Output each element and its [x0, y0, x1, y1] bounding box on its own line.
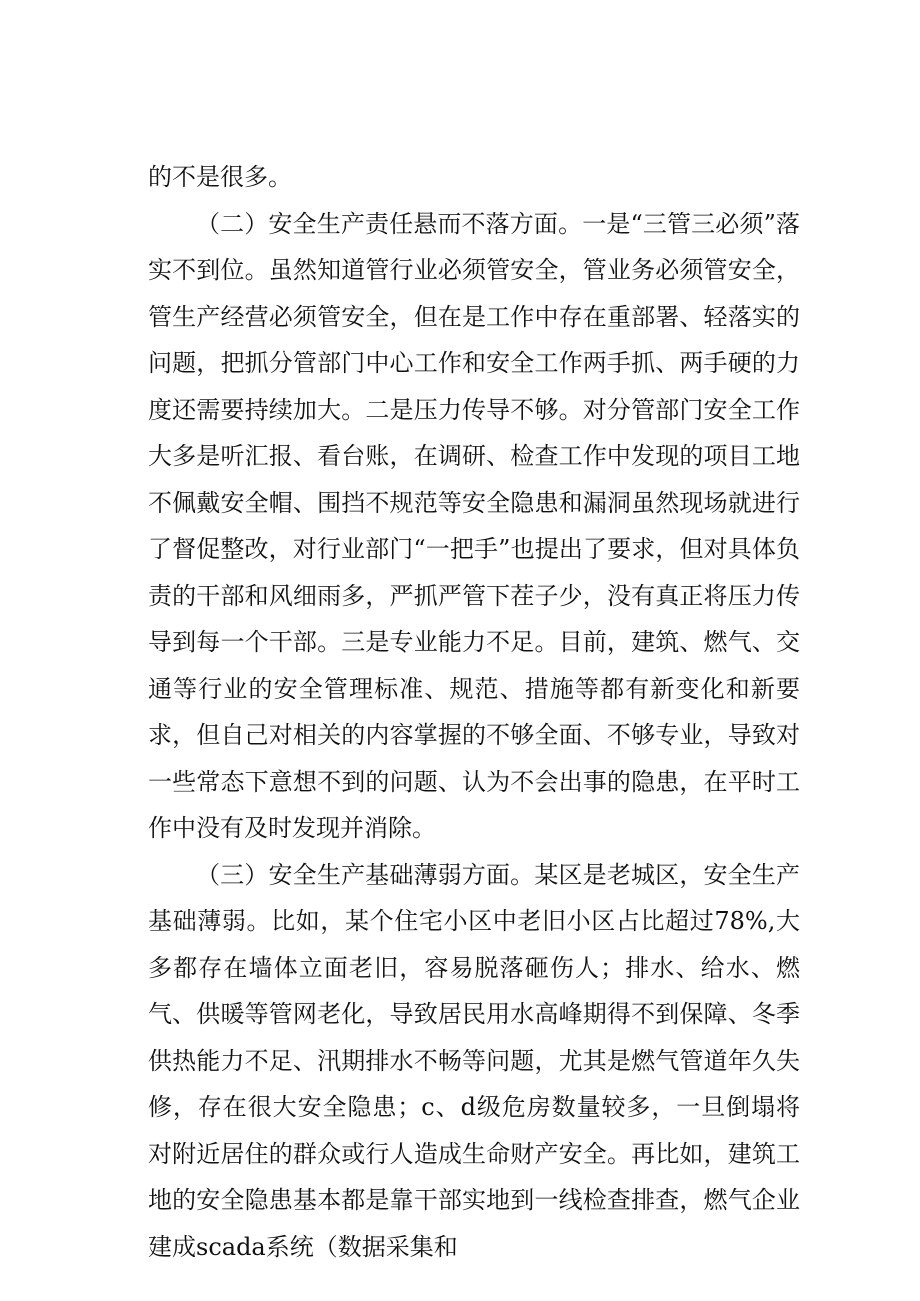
paragraph-section-2: （二）安全生产责任悬而不落方面。一是“三管三必须”落实不到位。虽然知道管行业必须管安全，管业务必须管安全，管生产经营必须管安全，但在是工作中存在重部署、轻落实的问题，把抓分管部门中心工作和安全工作两手抓、两手硬的力度还需要持续加大。二是压力传导不够。对分管部门安全工作大多是听汇报、看台账，在调研、检查工作中发现的项目工地不佩戴安全帽、围挡不规范等安全隐患和漏洞虽然现场就进行了督促整改，对行业部门“一把手”也提出了要求，但对具体负责的干部和风细雨多，严抓严管下茬子少，没有真正将压力传导到每一个干部。三是专业能力不足。目前，建筑、燃气、交通等行业的安全管理标准、规范、措施等都有新变化和新要求，但自己对相关的内容掌握的不够全面、不够专业，导致对一些常态下意想不到的问题、认为不会出事的隐患，在平时工作中没有及时发现并消除。 [148, 209, 800, 842]
paragraph-section-3: （三）安全生产基础薄弱方面。某区是老城区，安全生产基础薄弱。比如，某个住宅小区中老旧小区占比超过78%,大多都存在墙体立面老旧，容易脱落砸伤人；排水、给水、燃气、供暖等管网老化，导致居民用水高峰期得不到保障、冬季供热能力不足、汛期排水不畅等问题，尤其是燃气管道年久失修，存在很大安全隐患；c、d级危房数量较多，一旦倒塌将对附近居住的群众或行人造成生命财产安全。再比如，建筑工地的安全隐患基本都是靠干部实地到一线检查排查，燃气企业建成scada系统（数据采集和 [148, 860, 800, 1261]
document-body [148, 154, 800, 1270]
paragraph-continuation: 的不是很多。 [148, 163, 292, 191]
